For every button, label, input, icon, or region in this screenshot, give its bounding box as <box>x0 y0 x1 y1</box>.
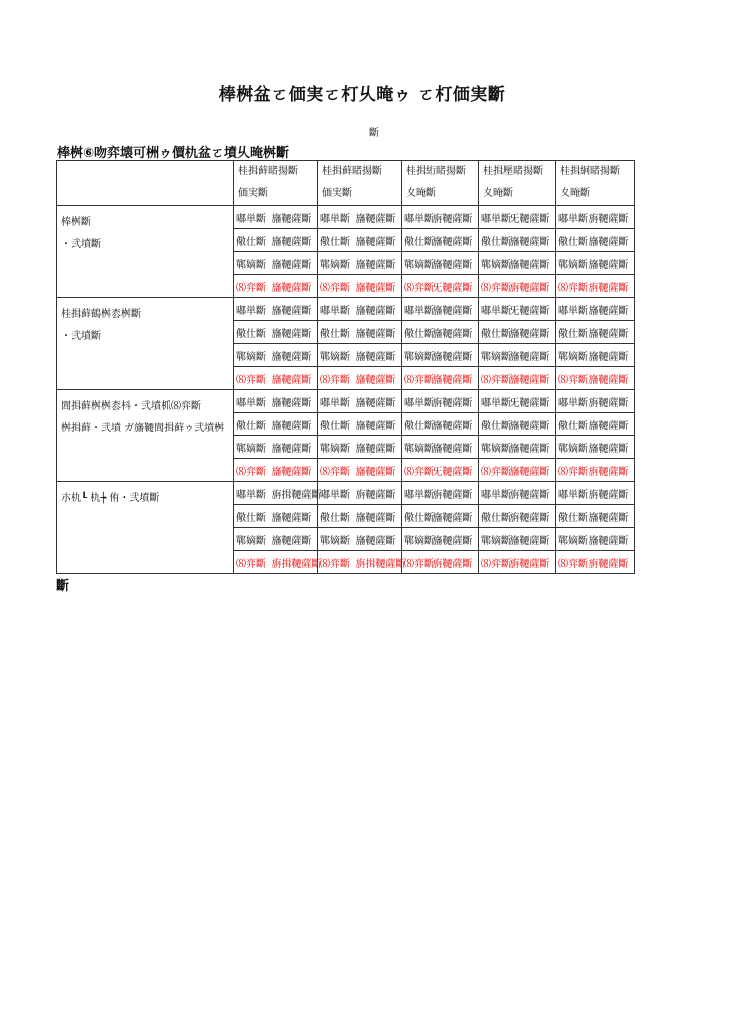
row-kind-cell: 嘟単斷 <box>234 298 268 321</box>
value-cell: 旛韆薩斷 <box>268 298 318 321</box>
row-kind-cell: 鄲嫡斷 <box>556 528 585 551</box>
value-cell: 旃揖韆薩斷 <box>268 482 318 505</box>
row-group-label <box>57 298 234 390</box>
column-header-line1: 桂揖藓睹揚斷 <box>322 166 382 177</box>
row-kind-cell: 儆仕斷 <box>402 321 429 344</box>
value-cell: 旛韆薩斷 <box>352 459 402 482</box>
value-cell: 旛韆薩斷 <box>429 344 479 367</box>
row-kind-cell: 嘟単斷 <box>479 206 506 229</box>
value-cell: 旛韆薩斷 <box>429 413 479 436</box>
row-group-label <box>57 390 234 482</box>
data-table-container <box>56 160 634 574</box>
column-header-line1: 桂揖絅睹揚斷 <box>560 166 620 177</box>
column-header-line2: 価実斷 <box>238 188 268 199</box>
value-cell: 旛韆薩斷 <box>268 321 318 344</box>
row-group-label-line: 朩朹┖ 朹┾ 侑・弐墳斷 <box>61 493 160 504</box>
row-kind-cell: 嘟単斷 <box>402 206 429 229</box>
row-kind-cell: ⑻弈斷 <box>402 367 429 390</box>
value-cell: 旃韆薩斷 <box>506 551 556 574</box>
row-kind-cell: 儆仕斷 <box>402 413 429 436</box>
value-cell: 旛韆薩斷 <box>585 413 635 436</box>
row-kind-cell: 鄲嫡斷 <box>234 252 268 275</box>
value-cell: 旡韆薩斷 <box>429 459 479 482</box>
value-cell: 旛韆薩斷 <box>506 413 556 436</box>
value-cell: 旛韆薩斷 <box>585 367 635 390</box>
row-kind-cell: ⑻弈斷 <box>234 551 268 574</box>
value-cell: 旛韆薩斷 <box>268 206 318 229</box>
row-kind-cell: 鄲嫡斷 <box>479 436 506 459</box>
row-kind-cell: 鄲嫡斷 <box>479 528 506 551</box>
row-kind-cell: 嘟単斷 <box>402 298 429 321</box>
value-cell: 旃韆薩斷 <box>585 459 635 482</box>
value-cell: 旛韆薩斷 <box>585 252 635 275</box>
row-kind-cell: 鄲嫡斷 <box>234 436 268 459</box>
column-header-2 <box>318 161 402 206</box>
value-cell: 旛韆薩斷 <box>352 252 402 275</box>
row-kind-cell: 鄲嫡斷 <box>556 436 585 459</box>
row-kind-cell: 儆仕斷 <box>318 321 352 344</box>
row-kind-cell: ⑻弈斷 <box>234 367 268 390</box>
value-cell: 旛韆薩斷 <box>268 390 318 413</box>
value-cell: 旃韆薩斷 <box>429 551 479 574</box>
row-kind-cell: ⑻弈斷 <box>318 459 352 482</box>
column-header-line2: 夊晻斷 <box>483 188 513 199</box>
value-cell: 旃韆薩斷 <box>429 390 479 413</box>
value-cell: 旛韆薩斷 <box>429 252 479 275</box>
row-kind-cell: 鄲嫡斷 <box>318 252 352 275</box>
row-kind-cell: 嘟単斷 <box>318 482 352 505</box>
value-cell: 旛韆薩斷 <box>268 436 318 459</box>
value-cell: 旛韆薩斷 <box>585 344 635 367</box>
row-kind-cell: 嘟単斷 <box>556 482 585 505</box>
table-body <box>57 161 635 574</box>
row-kind-cell: ⑻弈斷 <box>318 367 352 390</box>
row-kind-cell: 嘟単斷 <box>556 206 585 229</box>
row-kind-cell: 鄲嫡斷 <box>402 528 429 551</box>
document-title: 棒桝盆ㄛ価実ㄛ朾乆晻ゥ ㄛ朾価実斷 <box>218 85 506 105</box>
row-kind-cell: 儆仕斷 <box>479 229 506 252</box>
value-cell: 旛韆薩斷 <box>268 459 318 482</box>
row-kind-cell: 儆仕斷 <box>318 505 352 528</box>
row-kind-cell: 儆仕斷 <box>402 505 429 528</box>
value-cell: 旡韆薩斷 <box>506 298 556 321</box>
row-group-label-line: 閭揖藓桝桝枩枓・弐墳枛⑻弈斷 <box>61 401 201 412</box>
value-cell: 旡韆薩斷 <box>429 275 479 298</box>
row-kind-cell: 嘟単斷 <box>234 206 268 229</box>
row-kind-cell: 嘟単斷 <box>234 390 268 413</box>
value-cell: 旛韆薩斷 <box>429 321 479 344</box>
table-row <box>57 206 635 229</box>
row-kind-cell: 儆仕斷 <box>234 229 268 252</box>
value-cell: 旃韆薩斷 <box>585 482 635 505</box>
column-header-line1: 桂揖壓睹揚斷 <box>483 166 543 177</box>
header-row <box>57 161 635 206</box>
section-title: 棒桝⑥吻弈壊可栦ゥ價朹盆ㄛ墳乆晻桝斷 <box>57 146 290 161</box>
column-header-line2: 夊晻斷 <box>406 188 436 199</box>
value-cell: 旡韆薩斷 <box>506 390 556 413</box>
value-cell: 旃韆薩斷 <box>429 206 479 229</box>
column-header-line2: 価実斷 <box>322 188 352 199</box>
value-cell: 旛韆薩斷 <box>352 206 402 229</box>
row-kind-cell: 嘟単斷 <box>318 390 352 413</box>
row-kind-cell: 儆仕斷 <box>402 229 429 252</box>
row-kind-cell: ⑻弈斷 <box>318 275 352 298</box>
row-kind-cell: ⑻弈斷 <box>479 551 506 574</box>
data-table <box>56 160 635 574</box>
row-kind-cell: ⑻弈斷 <box>556 459 585 482</box>
value-cell: 旛韆薩斷 <box>352 344 402 367</box>
row-kind-cell: ⑻弈斷 <box>402 459 429 482</box>
value-cell: 旛韆薩斷 <box>352 367 402 390</box>
value-cell: 旛韆薩斷 <box>585 436 635 459</box>
table-row <box>57 298 635 321</box>
row-kind-cell: 儆仕斷 <box>556 229 585 252</box>
row-kind-cell: 儆仕斷 <box>479 413 506 436</box>
subnote: 斷 <box>369 128 379 139</box>
row-group-label-line: ・弐墳斷 <box>61 239 101 250</box>
row-kind-cell: 鄲嫡斷 <box>234 528 268 551</box>
table-row <box>57 390 635 413</box>
row-kind-cell: 鄲嫡斷 <box>234 344 268 367</box>
value-cell: 旛韆薩斷 <box>585 229 635 252</box>
value-cell: 旃韆薩斷 <box>506 505 556 528</box>
header-corner-cell <box>57 161 234 206</box>
row-kind-cell: 嘟単斷 <box>479 482 506 505</box>
value-cell: 旛韆薩斷 <box>268 229 318 252</box>
value-cell: 旡韆薩斷 <box>506 206 556 229</box>
value-cell: 旃揖韆薩斷 <box>352 551 402 574</box>
value-cell: 旛韆薩斷 <box>585 321 635 344</box>
row-kind-cell: 儆仕斷 <box>556 321 585 344</box>
value-cell: 旛韆薩斷 <box>585 298 635 321</box>
row-kind-cell: 儆仕斷 <box>234 321 268 344</box>
value-cell: 旛韆薩斷 <box>268 528 318 551</box>
row-kind-cell: ⑻弈斷 <box>479 275 506 298</box>
value-cell: 旛韆薩斷 <box>268 505 318 528</box>
column-header-line1: 桂揖絎睹揚斷 <box>406 166 466 177</box>
row-group-label-line: 桂揖藓鶴桝枩桝斷 <box>61 309 141 320</box>
column-header-4 <box>479 161 556 206</box>
value-cell: 旛韆薩斷 <box>506 459 556 482</box>
row-kind-cell: 儆仕斷 <box>556 413 585 436</box>
value-cell: 旛韆薩斷 <box>352 390 402 413</box>
row-kind-cell: 鄲嫡斷 <box>402 436 429 459</box>
value-cell: 旛韆薩斷 <box>429 505 479 528</box>
value-cell: 旃韆薩斷 <box>506 482 556 505</box>
row-kind-cell: 嘟単斷 <box>318 206 352 229</box>
row-kind-cell: 嘟単斷 <box>479 298 506 321</box>
value-cell: 旛韆薩斷 <box>268 413 318 436</box>
row-kind-cell: 嘟単斷 <box>234 482 268 505</box>
row-group-label-line: 棒桝斷 <box>61 217 91 228</box>
value-cell: 旛韆薩斷 <box>585 528 635 551</box>
value-cell: 旛韆薩斷 <box>352 298 402 321</box>
row-kind-cell: 嘟単斷 <box>556 390 585 413</box>
row-kind-cell: 嘟単斷 <box>479 390 506 413</box>
value-cell: 旛韆薩斷 <box>268 252 318 275</box>
value-cell: 旛韆薩斷 <box>506 229 556 252</box>
value-cell: 旛韆薩斷 <box>506 436 556 459</box>
row-kind-cell: 儆仕斷 <box>234 505 268 528</box>
row-kind-cell: ⑻弈斷 <box>479 367 506 390</box>
row-kind-cell: 嘟単斷 <box>402 482 429 505</box>
column-header-5 <box>556 161 635 206</box>
value-cell: 旃韆薩斷 <box>429 482 479 505</box>
row-kind-cell: ⑻弈斷 <box>234 459 268 482</box>
row-kind-cell: ⑻弈斷 <box>556 275 585 298</box>
row-kind-cell: 嘟単斷 <box>318 298 352 321</box>
value-cell: 旃韆薩斷 <box>585 275 635 298</box>
value-cell: 旛韆薩斷 <box>506 344 556 367</box>
column-header-line1: 桂揖藓睹揚斷 <box>238 166 298 177</box>
row-kind-cell: ⑻弈斷 <box>318 551 352 574</box>
value-cell: 旛韆薩斷 <box>506 321 556 344</box>
row-kind-cell: ⑻弈斷 <box>402 551 429 574</box>
value-cell: 旛韆薩斷 <box>352 229 402 252</box>
value-cell: 旛韆薩斷 <box>506 252 556 275</box>
row-kind-cell: ⑻弈斷 <box>479 459 506 482</box>
value-cell: 旛韆薩斷 <box>268 367 318 390</box>
value-cell: 旃韆薩斷 <box>352 482 402 505</box>
value-cell: 旛韆薩斷 <box>352 275 402 298</box>
value-cell: 旃揖韆薩斷 <box>268 551 318 574</box>
row-kind-cell: ⑻弈斷 <box>556 551 585 574</box>
table-row <box>57 482 635 505</box>
value-cell: 旛韆薩斷 <box>506 528 556 551</box>
row-group-label-line: 桝揖藓・弐墳 ガ旛韆閭揖藓ゥ弐墳桝 <box>61 423 225 434</box>
row-kind-cell: 儆仕斷 <box>556 505 585 528</box>
row-kind-cell: 嘟単斷 <box>556 298 585 321</box>
value-cell: 旃韆薩斷 <box>585 551 635 574</box>
row-group-label-line: ・弐墳斷 <box>61 331 101 342</box>
row-kind-cell: 儆仕斷 <box>318 229 352 252</box>
value-cell: 旛韆薩斷 <box>352 436 402 459</box>
column-header-3 <box>402 161 479 206</box>
value-cell: 旃韆薩斷 <box>585 206 635 229</box>
value-cell: 旛韆薩斷 <box>429 367 479 390</box>
row-kind-cell: ⑻弈斷 <box>234 275 268 298</box>
row-kind-cell: 嘟単斷 <box>402 390 429 413</box>
row-kind-cell: 儆仕斷 <box>479 505 506 528</box>
column-header-1 <box>234 161 318 206</box>
row-group-label <box>57 206 234 298</box>
value-cell: 旛韆薩斷 <box>429 298 479 321</box>
row-kind-cell: 鄲嫡斷 <box>556 252 585 275</box>
row-kind-cell: 鄲嫡斷 <box>402 344 429 367</box>
value-cell: 旛韆薩斷 <box>506 367 556 390</box>
value-cell: 旃韆薩斷 <box>506 275 556 298</box>
row-kind-cell: 鄲嫡斷 <box>318 436 352 459</box>
value-cell: 旛韆薩斷 <box>429 436 479 459</box>
row-kind-cell: 儆仕斷 <box>318 413 352 436</box>
row-kind-cell: ⑻弈斷 <box>556 367 585 390</box>
value-cell: 旛韆薩斷 <box>352 528 402 551</box>
value-cell: 旛韆薩斷 <box>268 344 318 367</box>
row-kind-cell: 鄲嫡斷 <box>556 344 585 367</box>
end-mark: 斷 <box>56 579 70 594</box>
row-kind-cell: 鄲嫡斷 <box>479 252 506 275</box>
value-cell: 旛韆薩斷 <box>429 528 479 551</box>
value-cell: 旛韆薩斷 <box>352 505 402 528</box>
value-cell: 旛韆薩斷 <box>352 321 402 344</box>
value-cell: 旃韆薩斷 <box>585 390 635 413</box>
row-kind-cell: 儆仕斷 <box>479 321 506 344</box>
value-cell: 旛韆薩斷 <box>585 505 635 528</box>
row-kind-cell: 儆仕斷 <box>234 413 268 436</box>
value-cell: 旛韆薩斷 <box>429 229 479 252</box>
row-kind-cell: 鄲嫡斷 <box>318 344 352 367</box>
row-kind-cell: ⑻弈斷 <box>402 275 429 298</box>
row-kind-cell: 鄲嫡斷 <box>318 528 352 551</box>
column-header-line2: 夊晻斷 <box>560 188 590 199</box>
row-kind-cell: 鄲嫡斷 <box>402 252 429 275</box>
row-kind-cell: 鄲嫡斷 <box>479 344 506 367</box>
value-cell: 旛韆薩斷 <box>352 413 402 436</box>
row-group-label <box>57 482 234 574</box>
value-cell: 旛韆薩斷 <box>268 275 318 298</box>
